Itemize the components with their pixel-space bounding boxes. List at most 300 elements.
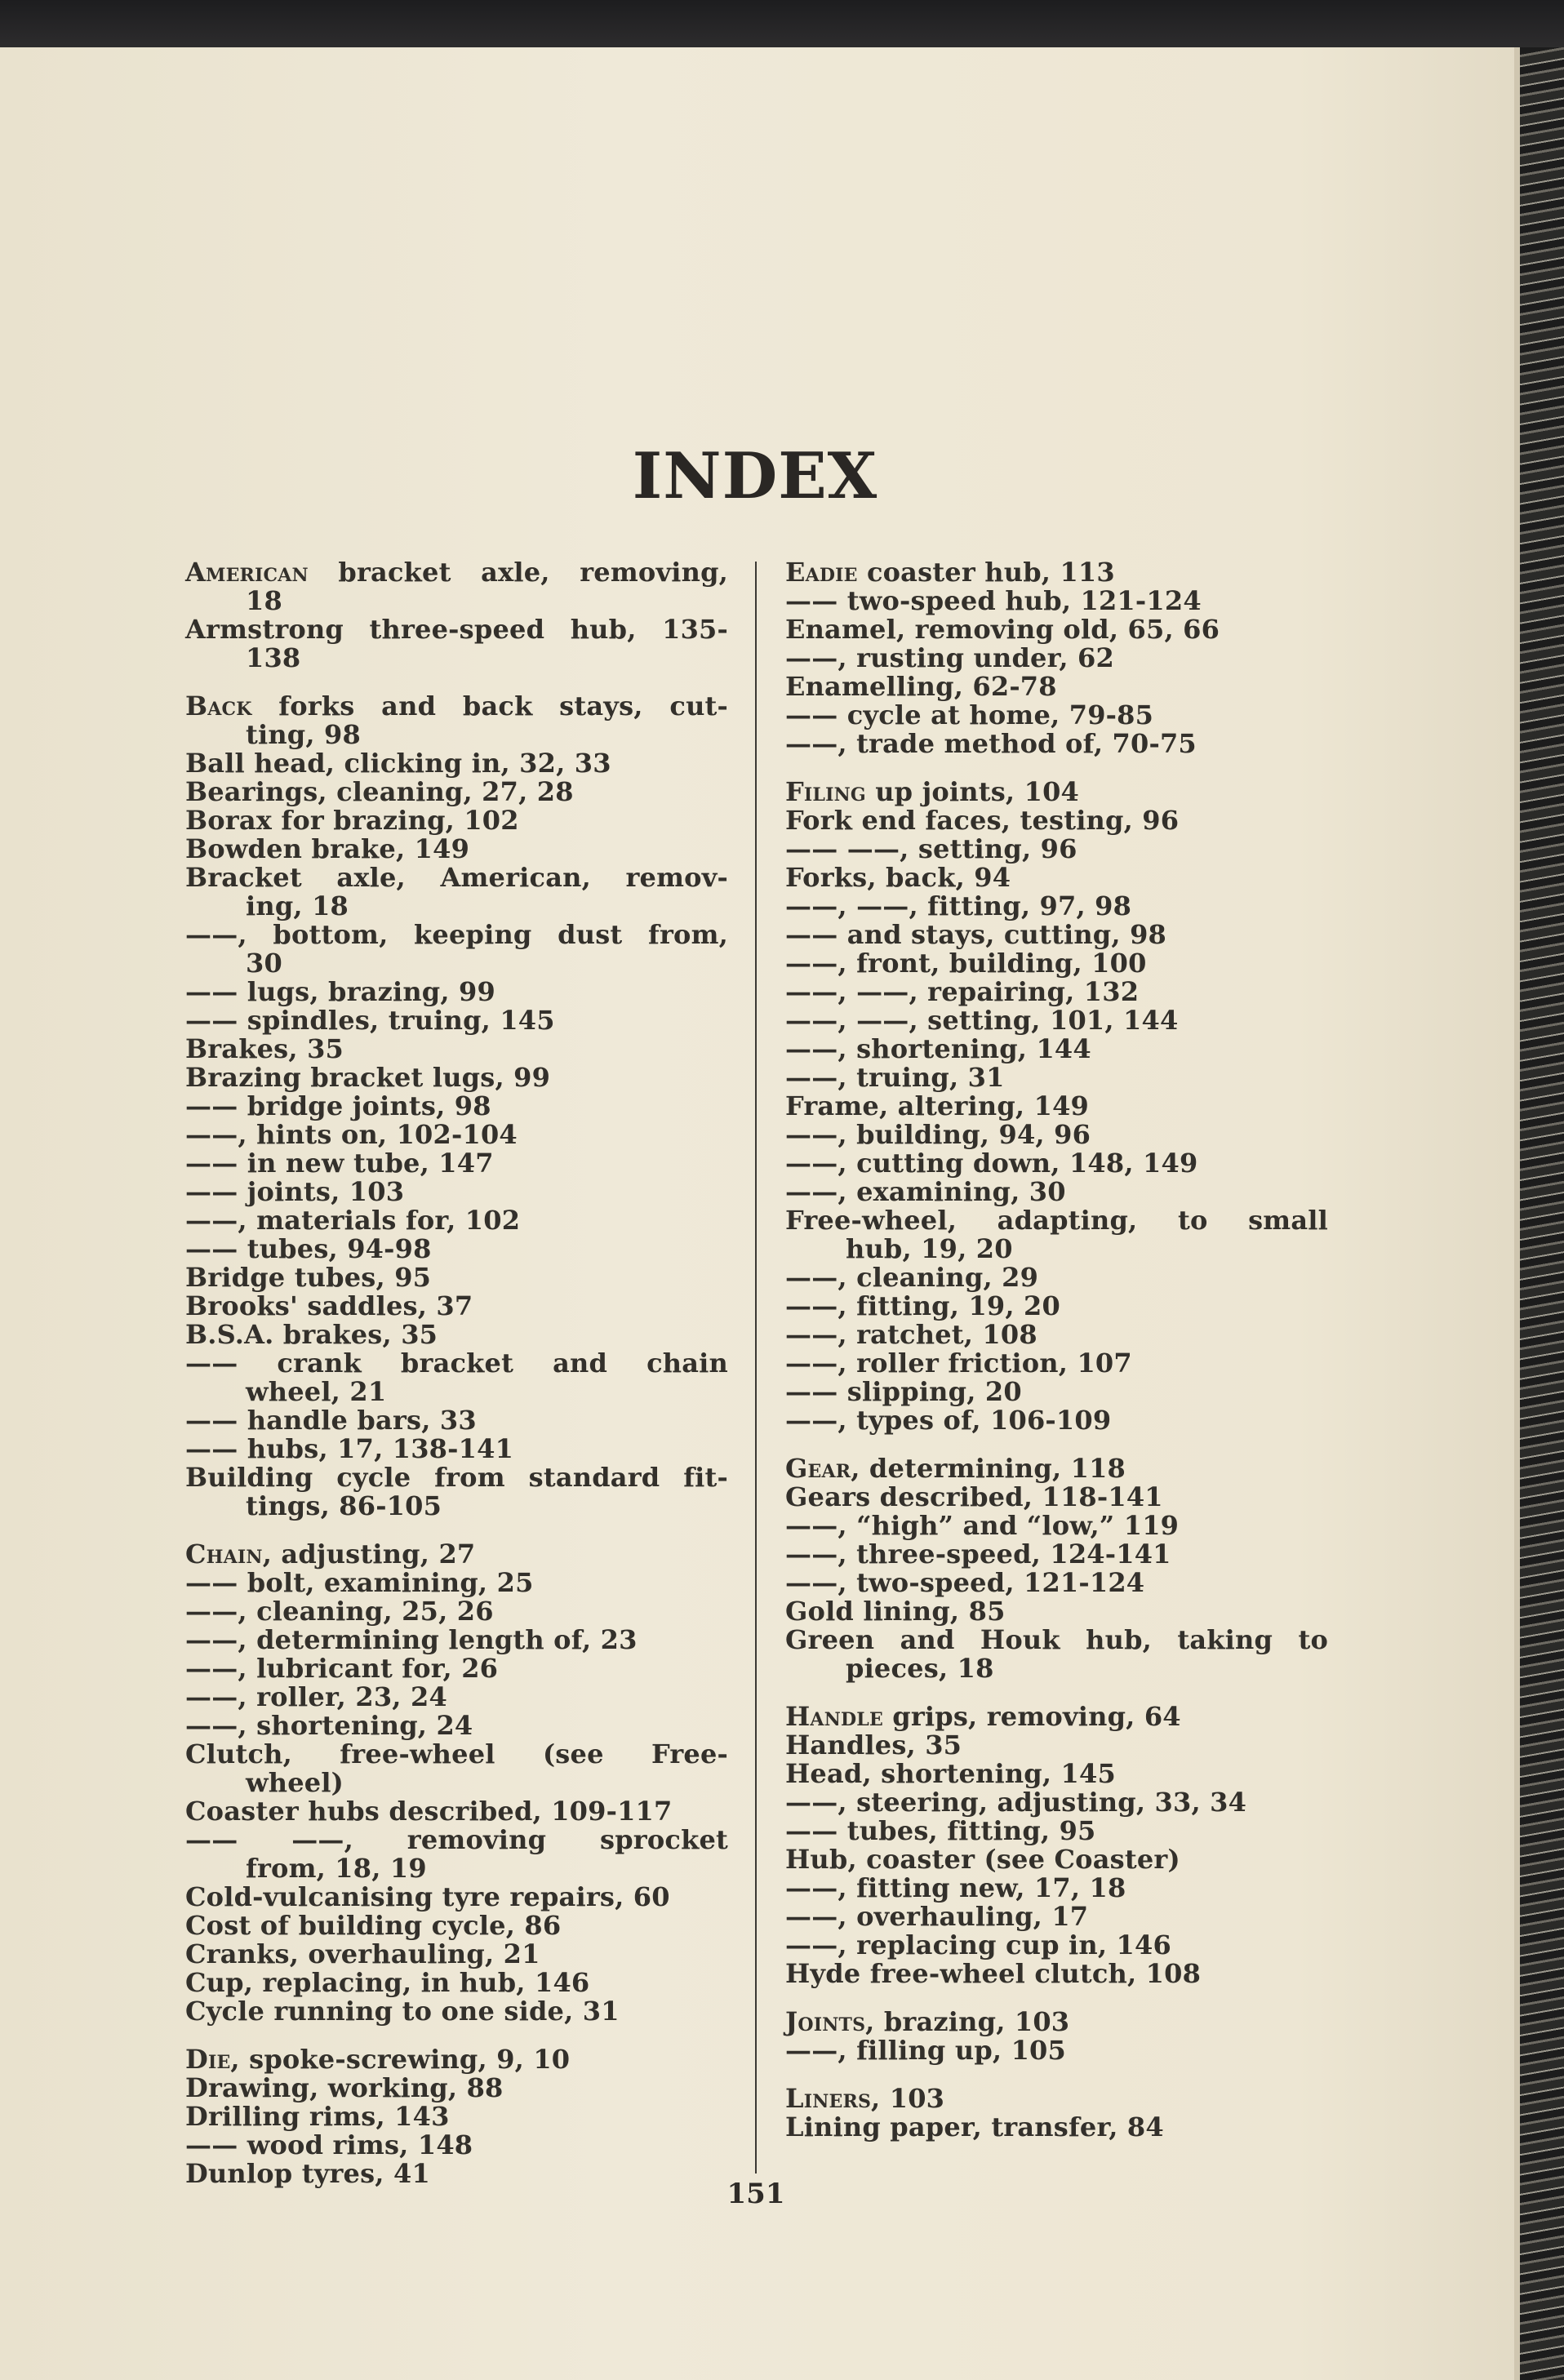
index-entry-line xyxy=(785,1817,1328,1845)
index-entry xyxy=(185,806,728,835)
index-letter-lead: Filing xyxy=(785,776,866,807)
index-entry-line xyxy=(785,2008,1328,2036)
index-entry xyxy=(785,835,1328,864)
section-gap xyxy=(785,758,1328,778)
index-entry-line xyxy=(785,2036,1328,2065)
index-entry-text: Enamelling, 62-78 xyxy=(785,671,1057,702)
index-entry-line xyxy=(185,1912,728,1940)
index-entry-line xyxy=(785,673,1328,701)
index-entry-line xyxy=(785,1454,1328,1483)
index-entry xyxy=(185,1263,728,1292)
index-entry xyxy=(185,1292,728,1321)
index-entry xyxy=(785,1874,1328,1903)
index-entry xyxy=(785,1206,1328,1263)
index-entry xyxy=(785,644,1328,673)
index-entry xyxy=(785,1960,1328,1988)
index-entry xyxy=(185,1006,728,1035)
index-entry-line xyxy=(785,921,1328,949)
index-entry xyxy=(785,1931,1328,1960)
index-entry xyxy=(785,1263,1328,1292)
index-entry-text: , 103 xyxy=(871,2083,945,2114)
index-entry xyxy=(785,587,1328,615)
index-entry-line xyxy=(185,835,728,864)
index-entry-text: ——, shortening, 24 xyxy=(185,1710,473,1741)
index-entry-line xyxy=(785,2113,1328,2142)
index-entry-line xyxy=(185,1435,728,1463)
index-entry-text: forks and back stays, cut- xyxy=(251,690,728,722)
index-entry-line xyxy=(185,1406,728,1435)
index-entry-text: Clutch, free-wheel (see Free- xyxy=(185,1738,728,1769)
index-entry-line xyxy=(185,1654,728,1683)
index-entry-text: Gears described, 118-141 xyxy=(785,1481,1163,1512)
index-entry xyxy=(785,2036,1328,2065)
index-entry-text: Cost of building cycle, 86 xyxy=(185,1910,562,1941)
index-entry-text: ——, three-speed, 124-141 xyxy=(785,1539,1171,1570)
section-gap xyxy=(785,1435,1328,1454)
index-entry xyxy=(185,1712,728,1740)
index-entry xyxy=(785,1035,1328,1063)
index-entry-text: —— two-speed hub, 121-124 xyxy=(785,585,1202,616)
index-entry-continuation: 18 xyxy=(246,585,282,616)
index-entry-text: ——, replacing cup in, 146 xyxy=(785,1929,1171,1960)
index-entry-text: ——, types of, 106-109 xyxy=(785,1405,1112,1436)
index-entry xyxy=(785,1063,1328,1092)
index-entry-text: Dunlop tyres, 41 xyxy=(185,2158,430,2189)
index-entry-text: —— cycle at home, 79-85 xyxy=(785,699,1154,730)
index-entry xyxy=(185,1997,728,2026)
index-entry-line xyxy=(185,1797,728,1826)
index-entry-line xyxy=(185,1292,728,1321)
index-entry-text: Borax for brazing, 102 xyxy=(185,805,519,836)
index-entry xyxy=(785,1626,1328,1683)
index-entry-text: Drilling rims, 143 xyxy=(185,2101,450,2132)
index-entry xyxy=(185,1063,728,1092)
index-entry xyxy=(785,1121,1328,1149)
index-entry-line xyxy=(785,1292,1328,1321)
index-entry-continuation: ting, 98 xyxy=(246,719,361,750)
index-entry-text: —— spindles, truing, 145 xyxy=(185,1005,555,1036)
index-letter-lead: Joints xyxy=(785,2006,866,2037)
index-entry xyxy=(185,1626,728,1654)
index-entry-text: Green and Houk hub, taking to xyxy=(785,1624,1328,1655)
index-entry-line xyxy=(785,1540,1328,1569)
index-entry-text: ——, truing, 31 xyxy=(785,1062,1005,1093)
index-entry-text: ——, shortening, 144 xyxy=(785,1033,1091,1064)
index-entry-text: ——, building, 94, 96 xyxy=(785,1119,1091,1150)
index-entry xyxy=(185,864,728,921)
index-entry-text: —— handle bars, 33 xyxy=(185,1405,477,1436)
index-entry xyxy=(785,1406,1328,1435)
index-entry xyxy=(785,1540,1328,1569)
index-entry-text: Building cycle from standard fit- xyxy=(185,1462,728,1493)
index-entry xyxy=(185,978,728,1006)
index-entry xyxy=(185,1321,728,1349)
index-entry-text: ——, rusting under, 62 xyxy=(785,642,1114,673)
index-entry-text: ——, roller friction, 107 xyxy=(785,1348,1132,1379)
index-letter-lead: Eadie xyxy=(785,557,858,588)
section-gap xyxy=(785,1988,1328,2008)
index-entry-line xyxy=(185,2102,728,2131)
index-entry-line xyxy=(785,1321,1328,1349)
index-entry-line xyxy=(785,1626,1328,1654)
index-entry-text: Frame, altering, 149 xyxy=(785,1090,1090,1121)
index-entry-text: Drawing, working, 88 xyxy=(185,2072,504,2103)
index-entry xyxy=(785,892,1328,921)
index-entry xyxy=(785,1178,1328,1206)
index-entry-text: —— ——, setting, 96 xyxy=(785,833,1077,864)
index-entry xyxy=(185,2160,728,2188)
index-entry-line xyxy=(785,806,1328,835)
index-entry xyxy=(185,749,728,778)
index-entry-line xyxy=(785,1569,1328,1597)
index-entry-text: , brazing, 103 xyxy=(865,2006,1070,2037)
marbled-binding xyxy=(1520,47,1564,2380)
index-entry xyxy=(185,1463,728,1521)
index-entry-text: ——, roller, 23, 24 xyxy=(185,1681,447,1712)
index-entry xyxy=(185,1912,728,1940)
index-entry-line xyxy=(785,1903,1328,1931)
index-entry-text: up joints, 104 xyxy=(865,776,1080,807)
index-entry-line xyxy=(185,778,728,806)
index-entry-text: Fork end faces, testing, 96 xyxy=(785,805,1180,836)
index-entry-line xyxy=(185,1740,728,1769)
index-entry-line xyxy=(785,1731,1328,1760)
index-entry-line xyxy=(785,1483,1328,1512)
index-entry xyxy=(185,1206,728,1235)
index-entry-text: Cold-vulcanising tyre repairs, 60 xyxy=(185,1881,670,1912)
index-entry xyxy=(785,1903,1328,1931)
index-entry xyxy=(785,806,1328,835)
index-entry-line xyxy=(185,1149,728,1178)
index-entry-text: coaster hub, 113 xyxy=(857,557,1115,588)
index-entry-line xyxy=(785,1845,1328,1874)
index-entry-text: Forks, back, 94 xyxy=(785,862,1011,893)
index-letter-lead: Chain xyxy=(185,1539,263,1570)
index-entry xyxy=(185,1797,728,1826)
index-entry-line xyxy=(185,1092,728,1121)
index-entry-text: —— wood rims, 148 xyxy=(185,2129,473,2160)
index-entry xyxy=(185,1940,728,1969)
index-entry-text: ——, filling up, 105 xyxy=(785,2035,1066,2066)
index-entry xyxy=(785,1817,1328,1845)
index-entry xyxy=(785,558,1328,587)
column-divider xyxy=(755,562,757,2174)
index-entry-line xyxy=(785,644,1328,673)
index-entry-line xyxy=(185,1826,728,1854)
index-entry-line xyxy=(185,1940,728,1969)
index-entry-text: ——, cutting down, 148, 149 xyxy=(785,1148,1198,1179)
index-entry xyxy=(785,949,1328,978)
index-entry-text: Hub, coaster (see Coaster) xyxy=(785,1844,1180,1875)
index-entry xyxy=(785,864,1328,892)
index-entry-line xyxy=(185,1597,728,1626)
index-entry-line xyxy=(185,1712,728,1740)
index-entry xyxy=(185,778,728,806)
index-entry-text: ——, ——, fitting, 97, 98 xyxy=(785,890,1132,921)
index-entry-line xyxy=(185,806,728,835)
index-entry-text: ——, ratchet, 108 xyxy=(785,1319,1037,1350)
index-entry xyxy=(185,1597,728,1626)
index-entry-line xyxy=(785,701,1328,730)
index-entry-text: Hyde free-wheel clutch, 108 xyxy=(785,1958,1202,1989)
index-entry-text: ——, overhauling, 17 xyxy=(785,1901,1089,1932)
index-entry-line xyxy=(785,1931,1328,1960)
index-entry-line xyxy=(185,2074,728,2102)
index-entry xyxy=(185,692,728,749)
index-entry xyxy=(785,1483,1328,1512)
index-entry-text: ——, trade method of, 70-75 xyxy=(785,728,1197,759)
index-entry xyxy=(185,1406,728,1435)
index-entry-line xyxy=(185,1178,728,1206)
index-entry-line xyxy=(785,1874,1328,1903)
index-entry-text: Armstrong three-speed hub, 135- xyxy=(185,614,728,645)
index-entry-continuation: hub, 19, 20 xyxy=(846,1233,1013,1264)
index-entry-line xyxy=(785,1092,1328,1121)
index-entry-text: grips, removing, 64 xyxy=(882,1701,1181,1732)
index-entry-line xyxy=(785,978,1328,1006)
index-entry-text: Bearings, cleaning, 27, 28 xyxy=(185,776,574,807)
index-entry-text: Bowden brake, 149 xyxy=(185,833,470,864)
index-entry xyxy=(785,1006,1328,1035)
index-entry xyxy=(785,1597,1328,1626)
index-entry xyxy=(785,2085,1328,2113)
index-entry-text: Free-wheel, adapting, to small xyxy=(785,1205,1328,1236)
index-entry xyxy=(785,701,1328,730)
page-title: INDEX xyxy=(632,439,878,513)
index-entry-continuation: 30 xyxy=(246,948,282,979)
index-entry-line xyxy=(785,587,1328,615)
index-column-right xyxy=(785,558,1328,2142)
index-entry-line xyxy=(785,1760,1328,1788)
index-entry-line xyxy=(185,1235,728,1263)
index-entry-text: bracket axle, removing, xyxy=(308,557,728,588)
index-entry-line xyxy=(185,749,728,778)
index-entry-text: Cranks, overhauling, 21 xyxy=(185,1938,540,1969)
index-entry-line xyxy=(185,2160,728,2188)
index-entry-line xyxy=(185,1683,728,1712)
index-entry xyxy=(785,2008,1328,2036)
index-entry-line xyxy=(185,921,728,949)
index-entry xyxy=(785,673,1328,701)
index-entry xyxy=(785,1731,1328,1760)
index-entry-line xyxy=(185,1540,728,1569)
index-entry-line xyxy=(185,1321,728,1349)
index-entry xyxy=(185,835,728,864)
index-entry-text: Head, shortening, 145 xyxy=(785,1758,1116,1789)
index-entry-line xyxy=(185,978,728,1006)
index-entry xyxy=(785,978,1328,1006)
index-entry xyxy=(185,2045,728,2074)
index-entry xyxy=(185,1092,728,1121)
index-entry-line xyxy=(185,2045,728,2074)
index-entry xyxy=(185,1121,728,1149)
index-entry-line xyxy=(785,864,1328,892)
index-entry xyxy=(785,1760,1328,1788)
index-entry-line xyxy=(185,1463,728,1492)
index-entry-text: Cycle running to one side, 31 xyxy=(185,1996,620,2027)
index-entry-line xyxy=(785,1349,1328,1378)
index-entry-text: —— lugs, brazing, 99 xyxy=(185,976,495,1007)
index-entry xyxy=(785,778,1328,806)
index-entry-text: ——, front, building, 100 xyxy=(785,948,1147,979)
index-entry-line xyxy=(785,1788,1328,1817)
index-entry-text: Coaster hubs described, 109-117 xyxy=(185,1796,673,1827)
index-column-left xyxy=(185,558,728,2188)
index-entry-text: , determining, 118 xyxy=(851,1453,1126,1484)
index-entry-text: Enamel, removing old, 65, 66 xyxy=(785,614,1220,645)
index-entry-line xyxy=(785,615,1328,644)
index-entry-text: Ball head, clicking in, 32, 33 xyxy=(185,748,611,779)
index-entry-line xyxy=(785,730,1328,758)
index-entry-text: —— bridge joints, 98 xyxy=(185,1090,491,1121)
index-letter-lead: Gear xyxy=(785,1453,851,1484)
index-entry xyxy=(185,2074,728,2102)
index-entry-continuation: from, 18, 19 xyxy=(246,1853,427,1884)
index-entry xyxy=(185,1435,728,1463)
index-entry xyxy=(185,1654,728,1683)
index-entry xyxy=(785,1149,1328,1178)
index-entry-text: Bracket axle, American, remov- xyxy=(185,862,728,893)
index-entry xyxy=(785,1292,1328,1321)
index-entry-line xyxy=(785,1406,1328,1435)
index-entry xyxy=(785,2113,1328,2142)
index-entry xyxy=(185,1149,728,1178)
index-entry-line xyxy=(185,1997,728,2026)
index-entry-text: —— tubes, fitting, 95 xyxy=(785,1815,1096,1846)
index-entry-text: ——, ——, setting, 101, 144 xyxy=(785,1005,1179,1036)
index-entry-text: ——, bottom, keeping dust from, xyxy=(185,919,728,950)
index-letter-lead: Back xyxy=(185,690,252,722)
section-gap xyxy=(185,2026,728,2045)
index-entry-line xyxy=(185,692,728,721)
index-entry-text: ——, materials for, 102 xyxy=(185,1205,521,1236)
index-entry-text: Bridge tubes, 95 xyxy=(185,1262,432,1293)
index-entry-line xyxy=(185,1349,728,1378)
index-entry-line xyxy=(185,1969,728,1997)
index-entry-text: B.S.A. brakes, 35 xyxy=(185,1319,438,1350)
index-entry-line xyxy=(785,892,1328,921)
index-entry-line xyxy=(785,1263,1328,1292)
index-entry-text: ——, examining, 30 xyxy=(785,1176,1066,1207)
index-entry xyxy=(785,1454,1328,1483)
index-entry xyxy=(185,1883,728,1912)
index-entry-line xyxy=(785,1597,1328,1626)
index-entry-text: Gold lining, 85 xyxy=(785,1596,1006,1627)
book-cover-edge xyxy=(0,0,1564,51)
section-gap xyxy=(785,1683,1328,1703)
index-entry xyxy=(185,2102,728,2131)
index-entry-line xyxy=(785,2085,1328,2113)
index-entry xyxy=(185,2131,728,2160)
index-entry-text: ——, cleaning, 29 xyxy=(785,1262,1039,1293)
index-entry-text: —— tubes, 94-98 xyxy=(185,1233,432,1264)
index-entry-text: —— bolt, examining, 25 xyxy=(185,1567,534,1598)
index-entry xyxy=(185,1178,728,1206)
index-entry-line xyxy=(785,558,1328,587)
index-entry-line xyxy=(785,1121,1328,1149)
index-entry-text: ——, fitting, 19, 20 xyxy=(785,1290,1060,1321)
index-entry-line xyxy=(785,1178,1328,1206)
index-entry-text: ——, cleaning, 25, 26 xyxy=(185,1596,494,1627)
index-entry-text: Brakes, 35 xyxy=(185,1033,344,1064)
index-entry-line xyxy=(785,1149,1328,1178)
index-entry xyxy=(785,1788,1328,1817)
index-entry xyxy=(785,1703,1328,1731)
index-entry xyxy=(785,1569,1328,1597)
index-entry xyxy=(185,1969,728,1997)
index-entry-text: ——, “high” and “low,” 119 xyxy=(785,1510,1180,1541)
index-entry-text: ——, two-speed, 121-124 xyxy=(785,1567,1145,1598)
index-entry xyxy=(185,1349,728,1406)
index-entry xyxy=(785,615,1328,644)
index-entry-line xyxy=(785,1512,1328,1540)
index-entry-continuation: tings, 86-105 xyxy=(246,1490,442,1521)
index-entry xyxy=(785,1512,1328,1540)
index-entry-text: ——, ——, repairing, 132 xyxy=(785,976,1140,1007)
index-entry-line xyxy=(185,1263,728,1292)
index-entry-text: —— and stays, cutting, 98 xyxy=(785,919,1166,950)
index-entry-line xyxy=(185,1063,728,1092)
index-entry-line xyxy=(185,2131,728,2160)
index-entry xyxy=(185,1569,728,1597)
index-entry-line xyxy=(785,1960,1328,1988)
index-entry-line xyxy=(785,778,1328,806)
index-entry-line xyxy=(185,1006,728,1035)
index-entry-continuation: wheel, 21 xyxy=(246,1376,387,1407)
index-letter-lead: Handle xyxy=(785,1701,883,1732)
index-entry-line xyxy=(785,1035,1328,1063)
index-entry-line xyxy=(185,1883,728,1912)
index-entry-text: —— in new tube, 147 xyxy=(185,1148,494,1179)
index-entry-line xyxy=(785,1006,1328,1035)
index-entry-text: ——, steering, adjusting, 33, 34 xyxy=(785,1787,1247,1818)
index-entry-line xyxy=(185,1569,728,1597)
index-entry-line xyxy=(785,835,1328,864)
index-letter-lead: American xyxy=(185,557,309,588)
index-entry xyxy=(185,1683,728,1712)
index-entry-line xyxy=(185,615,728,644)
index-letter-lead: Die xyxy=(185,2044,231,2075)
index-entry-text: —— slipping, 20 xyxy=(785,1376,1022,1407)
index-entry xyxy=(185,615,728,673)
section-gap xyxy=(785,2065,1328,2085)
index-entry-text: —— crank bracket and chain xyxy=(185,1348,728,1379)
index-entry-continuation: wheel) xyxy=(246,1767,344,1798)
index-entry xyxy=(185,1826,728,1883)
index-entry-text: , adjusting, 27 xyxy=(262,1539,476,1570)
index-entry-continuation: pieces, 18 xyxy=(846,1653,994,1684)
index-entry-text: ——, lubricant for, 26 xyxy=(185,1653,499,1684)
index-entry-text: ——, hints on, 102-104 xyxy=(185,1119,518,1150)
index-entry xyxy=(785,921,1328,949)
index-entry-text: Brooks' saddles, 37 xyxy=(185,1290,473,1321)
index-entry-line xyxy=(185,1035,728,1063)
index-entry-line xyxy=(185,1121,728,1149)
section-gap xyxy=(185,673,728,692)
index-entry xyxy=(185,1740,728,1797)
index-entry-line xyxy=(785,1063,1328,1092)
index-entry-line xyxy=(785,1378,1328,1406)
page-number: 151 xyxy=(726,2178,785,2210)
section-gap xyxy=(185,1521,728,1540)
index-entry xyxy=(185,1540,728,1569)
index-entry xyxy=(785,1845,1328,1874)
index-entry-text: Brazing bracket lugs, 99 xyxy=(185,1062,551,1093)
index-entry xyxy=(785,1378,1328,1406)
index-entry-text: Lining paper, transfer, 84 xyxy=(785,2111,1164,2142)
index-entry-text: Handles, 35 xyxy=(785,1729,962,1761)
index-entry-text: —— joints, 103 xyxy=(185,1176,405,1207)
